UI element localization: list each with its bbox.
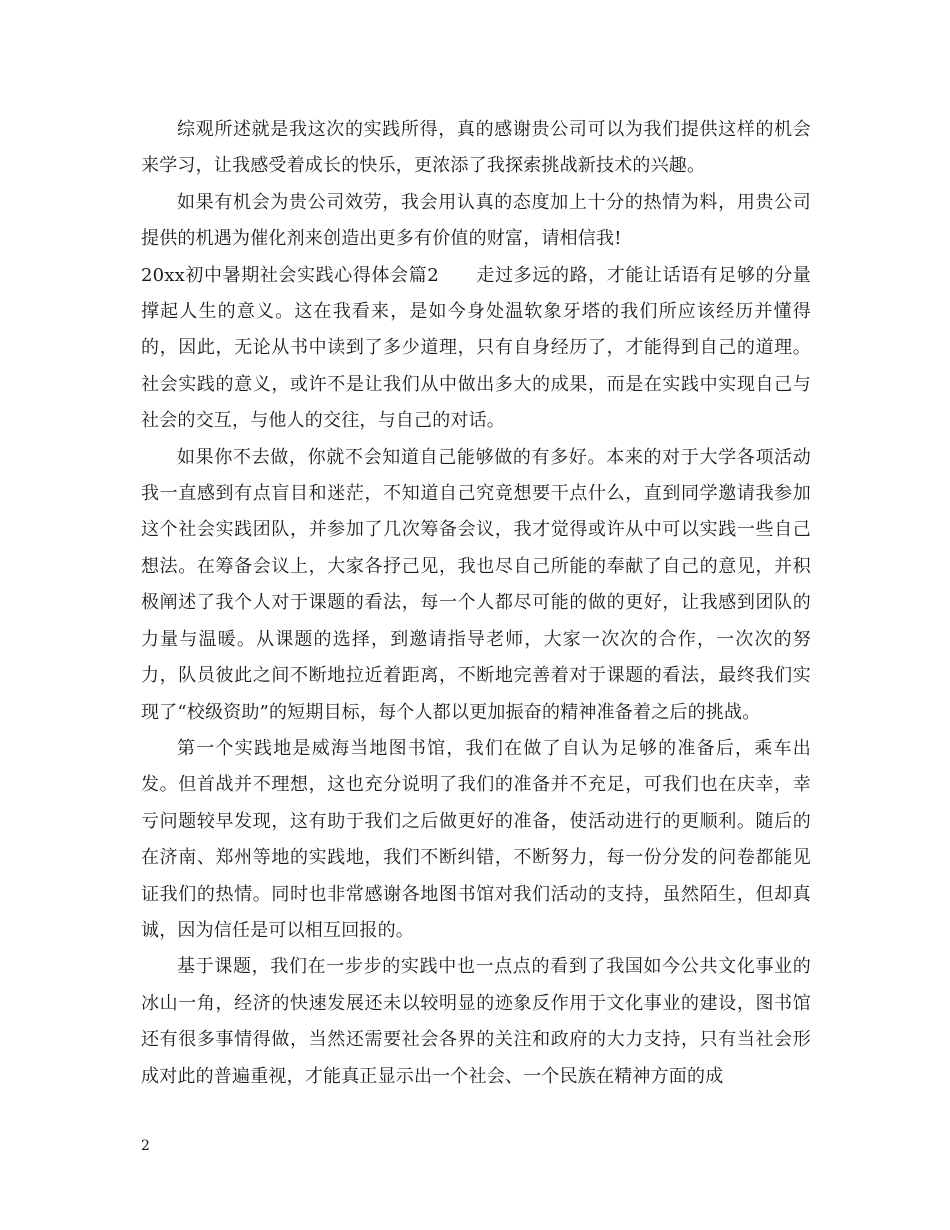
document-page: [141, 112, 811, 1095]
section-spacer: [439, 265, 477, 286]
paragraph-5: 基于课题，我们在一步步的实践中也一点点的看到了我国如今公共文化事业的冰山一角，经济的快速发展还未以较明显的迹象反作用于文化事业的建设，图书馆还有很多事情得做，当然还需要社会各界的关注和政府的大力支持，只有当社会形成对此的普遍重视，才能真正显示出一个社会、一个民族在精神方面的成: [141, 956, 811, 1087]
paragraph-3: 如果你不去做，你就不会知道自己能够做的有多好。本来的对于大学各项活动我一直感到有点盲目和迷茫，不知道自己究竟想要干点什么，直到同学邀请我参加这个社会实践团队，并参加了几次筹备会议，我才觉得或许从中可以实践一些自己想法。在筹备会议上，大家各抒己见，我也尽自己所能的奉献了自己的意见，并积极阐述了我个人对于课题的看法，每一个人都尽可能的做的更好，让我感到团队的力量与温暖。从课题的选择，到邀请指导老师，大家一次次的合作，一次次的努力，队员彼此之间不断地拉近着距离，不断地完善着对于课题的看法，最终我们实现了“校级资助”的短期目标，每个人都以更加振奋的精神准备着之后的挑战。: [141, 446, 811, 723]
paragraph-4: 第一个实践地是威海当地图书馆，我们在做了自认为足够的准备后，乘车出发。但首战并不理想，这也充分说明了我们的准备并不充足，可我们也在庆幸，幸亏问题较早发现，这有助于我们之后做更好的准备，使活动进行的更顺利。随后的在济南、郑州等地的实践地，我们不断纠错，不断努力，每一份分发的问卷都能见证我们的热情。同时也非常感谢各地图书馆对我们活动的支持，虽然陌生，但却真诚，因为信任是可以相互回报的。: [141, 737, 811, 941]
page-number: 2: [141, 1138, 150, 1154]
section-start-paragraph: [141, 258, 811, 440]
section-heading: 20xx初中暑期社会实践心得体会篇2: [141, 264, 439, 286]
paragraph-2: 如果有机会为贵公司效劳，我会用认真的态度加上十分的热情为料，用贵公司提供的机遇为催化剂来创造出更多有价值的财富，请相信我!: [141, 191, 811, 250]
paragraph-1: 综观所述就是我这次的实践所得，真的感谢贵公司可以为我们提供这样的机会来学习，让我感受着成长的快乐，更浓添了我探索挑战新技术的兴趣。: [141, 119, 811, 177]
section-first-paragraph: 走过多远的路，才能让话语有足够的分量撑起人生的意义。这在我看来，是如今身处温软象牙塔的我们所应该经历并懂得的，因此，无论从书中读到了多少道理，只有自身经历了，才能得到自己的道理。社会实践的意义，或许不是让我们从中做出多大的成果，而是在实践中实现自己与社会的交互，与他人的交往，与自己的对话。: [141, 264, 812, 432]
